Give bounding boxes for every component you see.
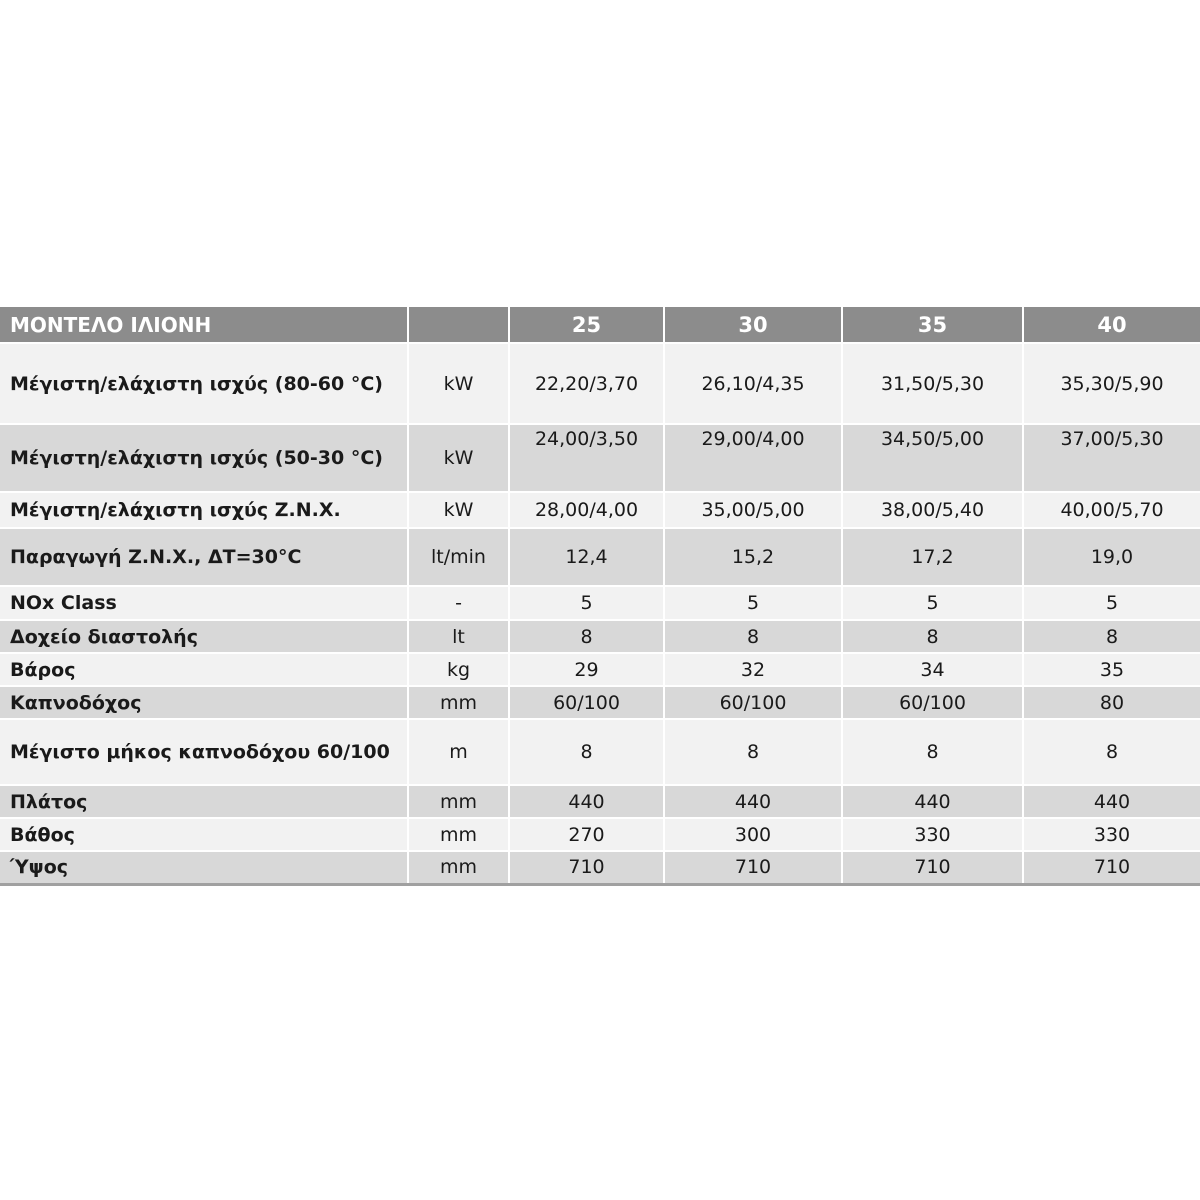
model-header: 40 <box>1023 307 1200 343</box>
cell-value: 710 <box>1023 851 1200 884</box>
cell-value: 440 <box>509 785 664 818</box>
cell-value: 34,50/5,00 <box>842 424 1023 492</box>
cell-value: 38,00/5,40 <box>842 492 1023 528</box>
row-label: Βάθος <box>0 818 408 851</box>
cell-value: 5 <box>509 586 664 620</box>
cell-value: 26,10/4,35 <box>664 343 842 424</box>
row-label: Μέγιστη/ελάχιστη ισχύς (50-30 °C) <box>0 424 408 492</box>
model-header: 35 <box>842 307 1023 343</box>
cell-value: 5 <box>1023 586 1200 620</box>
cell-value: 440 <box>1023 785 1200 818</box>
row-unit: kW <box>408 343 509 424</box>
table-header-row <box>0 307 1200 343</box>
cell-value: 17,2 <box>842 528 1023 586</box>
cell-value: 12,4 <box>509 528 664 586</box>
row-unit: lt/min <box>408 528 509 586</box>
row-unit: - <box>408 586 509 620</box>
row-label: Δοχείο διαστολής <box>0 620 408 653</box>
row-unit: m <box>408 719 509 785</box>
table-row <box>0 343 1200 424</box>
row-label: Μέγιστη/ελάχιστη ισχύς Ζ.Ν.Χ. <box>0 492 408 528</box>
row-unit: kW <box>408 424 509 492</box>
table-row <box>0 492 1200 528</box>
specifications-table <box>0 307 1200 886</box>
cell-value: 8 <box>1023 620 1200 653</box>
model-header: 25 <box>509 307 664 343</box>
cell-value: 80 <box>1023 686 1200 719</box>
table-row <box>0 818 1200 851</box>
cell-value: 440 <box>842 785 1023 818</box>
row-label: NOx Class <box>0 586 408 620</box>
table-row <box>0 586 1200 620</box>
cell-value: 330 <box>1023 818 1200 851</box>
row-unit: mm <box>408 818 509 851</box>
cell-value: 5 <box>664 586 842 620</box>
cell-value: 330 <box>842 818 1023 851</box>
cell-value: 8 <box>664 719 842 785</box>
cell-value: 440 <box>664 785 842 818</box>
unit-header <box>408 307 509 343</box>
table-row <box>0 653 1200 686</box>
row-label: Ύψος <box>0 851 408 884</box>
cell-value: 710 <box>664 851 842 884</box>
cell-value: 8 <box>509 719 664 785</box>
cell-value: 5 <box>842 586 1023 620</box>
cell-value: 19,0 <box>1023 528 1200 586</box>
cell-value: 60/100 <box>509 686 664 719</box>
cell-value: 37,00/5,30 <box>1023 424 1200 492</box>
cell-value: 31,50/5,30 <box>842 343 1023 424</box>
cell-value: 60/100 <box>664 686 842 719</box>
table-row <box>0 620 1200 653</box>
cell-value: 29 <box>509 653 664 686</box>
model-title: ΜΟΝΤΕΛΟ ΙΛΙΟΝΗ <box>0 307 408 343</box>
cell-value: 8 <box>842 719 1023 785</box>
cell-value: 8 <box>1023 719 1200 785</box>
cell-value: 15,2 <box>664 528 842 586</box>
row-label: Μέγιστη/ελάχιστη ισχύς (80-60 °C) <box>0 343 408 424</box>
cell-value: 22,20/3,70 <box>509 343 664 424</box>
row-unit: mm <box>408 686 509 719</box>
table-row <box>0 785 1200 818</box>
model-header: 30 <box>664 307 842 343</box>
cell-value: 60/100 <box>842 686 1023 719</box>
row-unit: mm <box>408 851 509 884</box>
row-label: Βάρος <box>0 653 408 686</box>
cell-value: 8 <box>842 620 1023 653</box>
cell-value: 34 <box>842 653 1023 686</box>
cell-value: 35,00/5,00 <box>664 492 842 528</box>
row-label: Παραγωγή Ζ.Ν.Χ., ΔΤ=30°C <box>0 528 408 586</box>
row-unit: lt <box>408 620 509 653</box>
row-unit: mm <box>408 785 509 818</box>
table-row <box>0 851 1200 884</box>
cell-value: 8 <box>664 620 842 653</box>
cell-value: 8 <box>509 620 664 653</box>
cell-value: 300 <box>664 818 842 851</box>
cell-value: 35 <box>1023 653 1200 686</box>
cell-value: 29,00/4,00 <box>664 424 842 492</box>
cell-value: 28,00/4,00 <box>509 492 664 528</box>
row-unit: kW <box>408 492 509 528</box>
table-row <box>0 719 1200 785</box>
cell-value: 40,00/5,70 <box>1023 492 1200 528</box>
table-row <box>0 686 1200 719</box>
row-label: Πλάτος <box>0 785 408 818</box>
table-row <box>0 424 1200 492</box>
row-unit: kg <box>408 653 509 686</box>
cell-value: 35,30/5,90 <box>1023 343 1200 424</box>
row-label: Μέγιστο μήκος καπνοδόχου 60/100 <box>0 719 408 785</box>
cell-value: 270 <box>509 818 664 851</box>
cell-value: 32 <box>664 653 842 686</box>
cell-value: 24,00/3,50 <box>509 424 664 492</box>
cell-value: 710 <box>509 851 664 884</box>
cell-value: 710 <box>842 851 1023 884</box>
table-row <box>0 528 1200 586</box>
row-label: Καπνοδόχος <box>0 686 408 719</box>
